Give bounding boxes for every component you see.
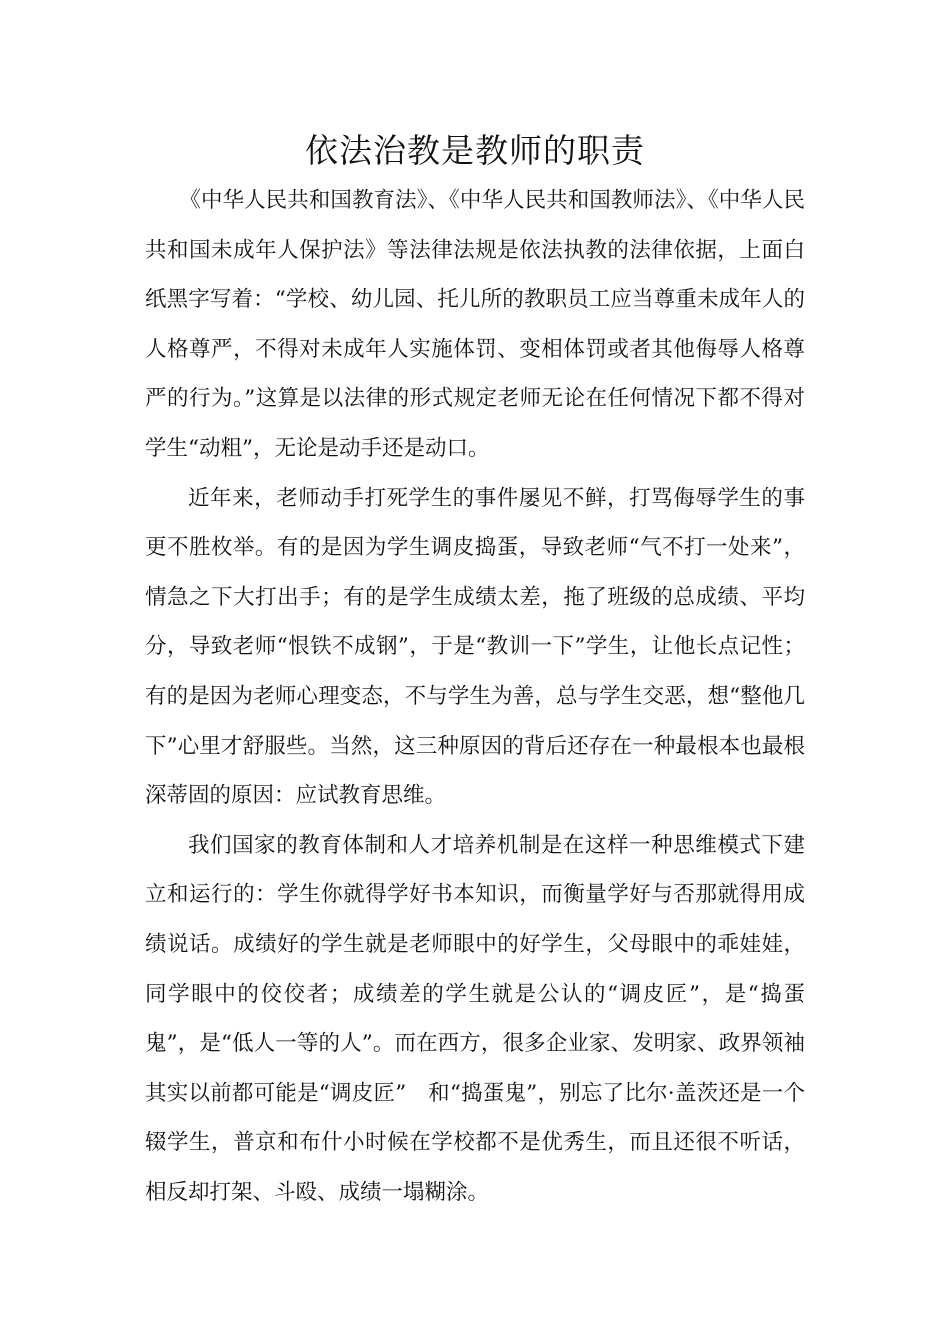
paragraph-1: 《中华人民共和国教育法》、《中华人民共和国教师法》、《中华人民共和国未成年人保护法》等法律法规是依法执教的法律依据，上面白纸黑字写着：“学校、幼儿园、托儿所的教职员工应当尊重未成年人的人格尊严，不得对未成年人实施体罚、变相体罚或者其他侮辱人格尊严的行为。”这算是以法律的形式规定老师无论在任何情况下都不得对学生“动粗”，无论是动手还是动口。 xyxy=(145,188,805,461)
document-body xyxy=(145,176,805,1217)
paragraph-2: 近年来，老师动手打死学生的事件屡见不鲜，打骂侮辱学生的事更不胜枚举。有的是因为学生调皮捣蛋，导致老师“气不打一处来”，情急之下大打出手；有的是学生成绩太差，拖了班级的总成绩、平均分，导致老师“恨铁不成钢”，于是“教训一下”学生，让他长点记性；有的是因为老师心理变态，不与学生为善，总与学生交恶，想“整他几下”心里才舒服些。当然，这三种原因的背后还存在一种最根本也最根深蒂固的原因：应试教育思维。 xyxy=(145,485,805,809)
document-title: 依法治教是教师的职责 xyxy=(305,131,645,170)
paragraph-3: 我们国家的教育体制和人才培养机制是在这样一种思维模式下建立和运行的：学生你就得学好书本知识，而衡量学好与否那就得用成绩说话。成绩好的学生就是老师眼中的好学生，父母眼中的乖娃娃，同学眼中的佼佼者；成绩差的学生就是公认的“调皮匠”，是“捣蛋鬼”，是“低人一等的人”。而在西方，很多企业家、发明家、政界领袖其实以前都可能是“调皮匠” 和“捣蛋鬼”，别忘了比尔·盖茨还是一个辍学生，普京和布什小时候在学校都不是优秀生，而且还很不听话，相反却打架、斗殴、成绩一塌糊涂。 xyxy=(145,832,805,1205)
